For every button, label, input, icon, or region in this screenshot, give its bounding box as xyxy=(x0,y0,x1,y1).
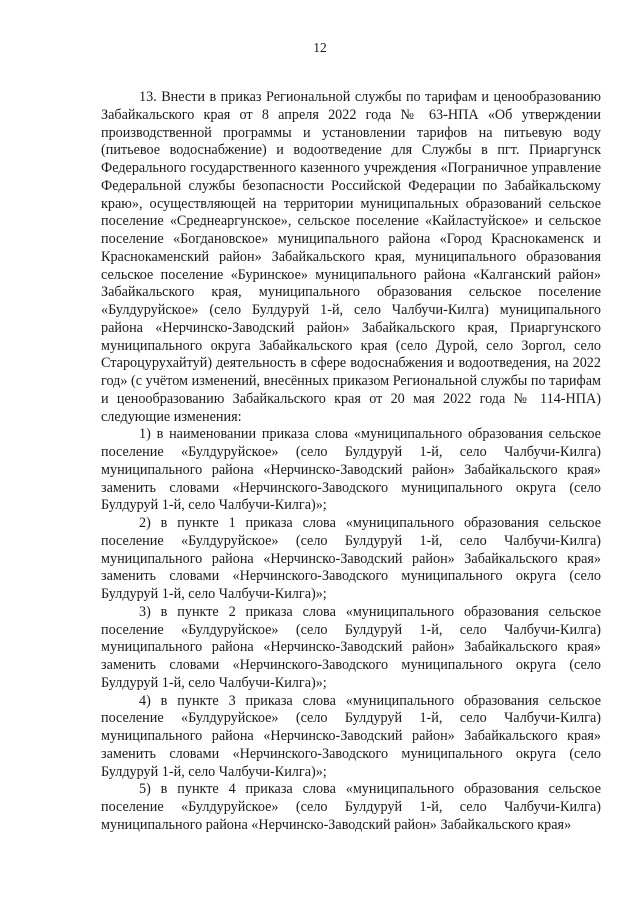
paragraph-subitem-1: 1) в наименовании приказа слова «муниципального образования сельское поселение «Булдуруйское» (село Булдуруй 1-й, село Чалбучи-Килга) муниципального района «Нерчинско-Заводский район» Забайкальского края» заменить словами «Нерчинского-Заводского муниципального округа (село Булдуруй 1-й, село Чалбучи-Килга)»; xyxy=(101,426,601,514)
paragraph-subitem-4: 4) в пункте 3 приказа слова «муниципального образования сельское поселение «Булдуруйское» (село Булдуруй 1-й, село Чалбучи-Килга) муниципального района «Нерчинско-Заводский район» Забайкальского края» заменить словами «Нерчинского-Заводского муниципального округа (село Булдуруй 1-й, село Чалбучи-Килга)»; xyxy=(101,692,601,780)
paragraph-subitem-2: 2) в пункте 1 приказа слова «муниципального образования сельское поселение «Булдуруйское» (село Булдуруй 1-й, село Чалбучи-Килга) муниципального района «Нерчинско-Заводский район» Забайкальского края» заменить словами «Нерчинского-Заводского муниципального округа (село Булдуруй 1-й, село Чалбучи-Килга)»; xyxy=(101,515,601,602)
page-number: 12 xyxy=(313,40,327,55)
paragraph-item-13: 13. Внести в приказ Региональной службы по тарифам и ценообразованию Забайкальского края от 8 апреля 2022 года № 63-НПА «Об утверждении производственной программы и установлении тарифов на питьевую воду (питьевое водоснабжение) и водоотведение для Службы в пгт. Приаргунск Федерального государственного казенного учреждения «Пограничное управление Федеральной службы безопасности Российской Федерации по Забайкальскому краю», осуществляющей на территории муниципальных образований сельское поселение «Среднеаргунское», сельское поселение «Кайластуйское» и сельское поселение «Богдановское» муниципального района «Город Краснокаменск и Краснокаменский район» Забайкальского края, муниципального образования сельское поселение «Буринское» муниципального района «Калганский район» Забайкальского края, муниципального образования сельское поселение «Булдуруйское» (село Булдуруй 1-й, село Чалбучи-Килга) муниципального района «Нерчинско-Заводский район» Забайкальского края, Приаргунского муниципального округа Забайкальского края (село Дурой, село Зоргол, село Староцурухайтуй) деятельность в сфере водоснабжения и водоотведения, на 2022 год» (с учётом изменений, внесённых приказом Региональной службы по тарифам и ценообразованию Забайкальского края от 20 мая 2022 года № 114-НПА) следующие изменения: xyxy=(101,89,601,425)
document-body xyxy=(101,89,601,835)
paragraph-subitem-5: 5) в пункте 4 приказа слова «муниципального образования сельское поселение «Булдуруйское» (село Булдуруй 1-й, село Чалбучи-Килга) муниципального района «Нерчинско-Заводский район» Забайкальского края» xyxy=(101,781,601,833)
paragraph-subitem-3: 3) в пункте 2 приказа слова «муниципального образования сельское поселение «Булдуруйское» (село Булдуруй 1-й, село Чалбучи-Килга) муниципального района «Нерчинско-Заводский район» Забайкальского края» заменить словами «Нерчинского-Заводского муниципального округа (село Булдуруй 1-й, село Чалбучи-Килга)»; xyxy=(101,603,601,691)
